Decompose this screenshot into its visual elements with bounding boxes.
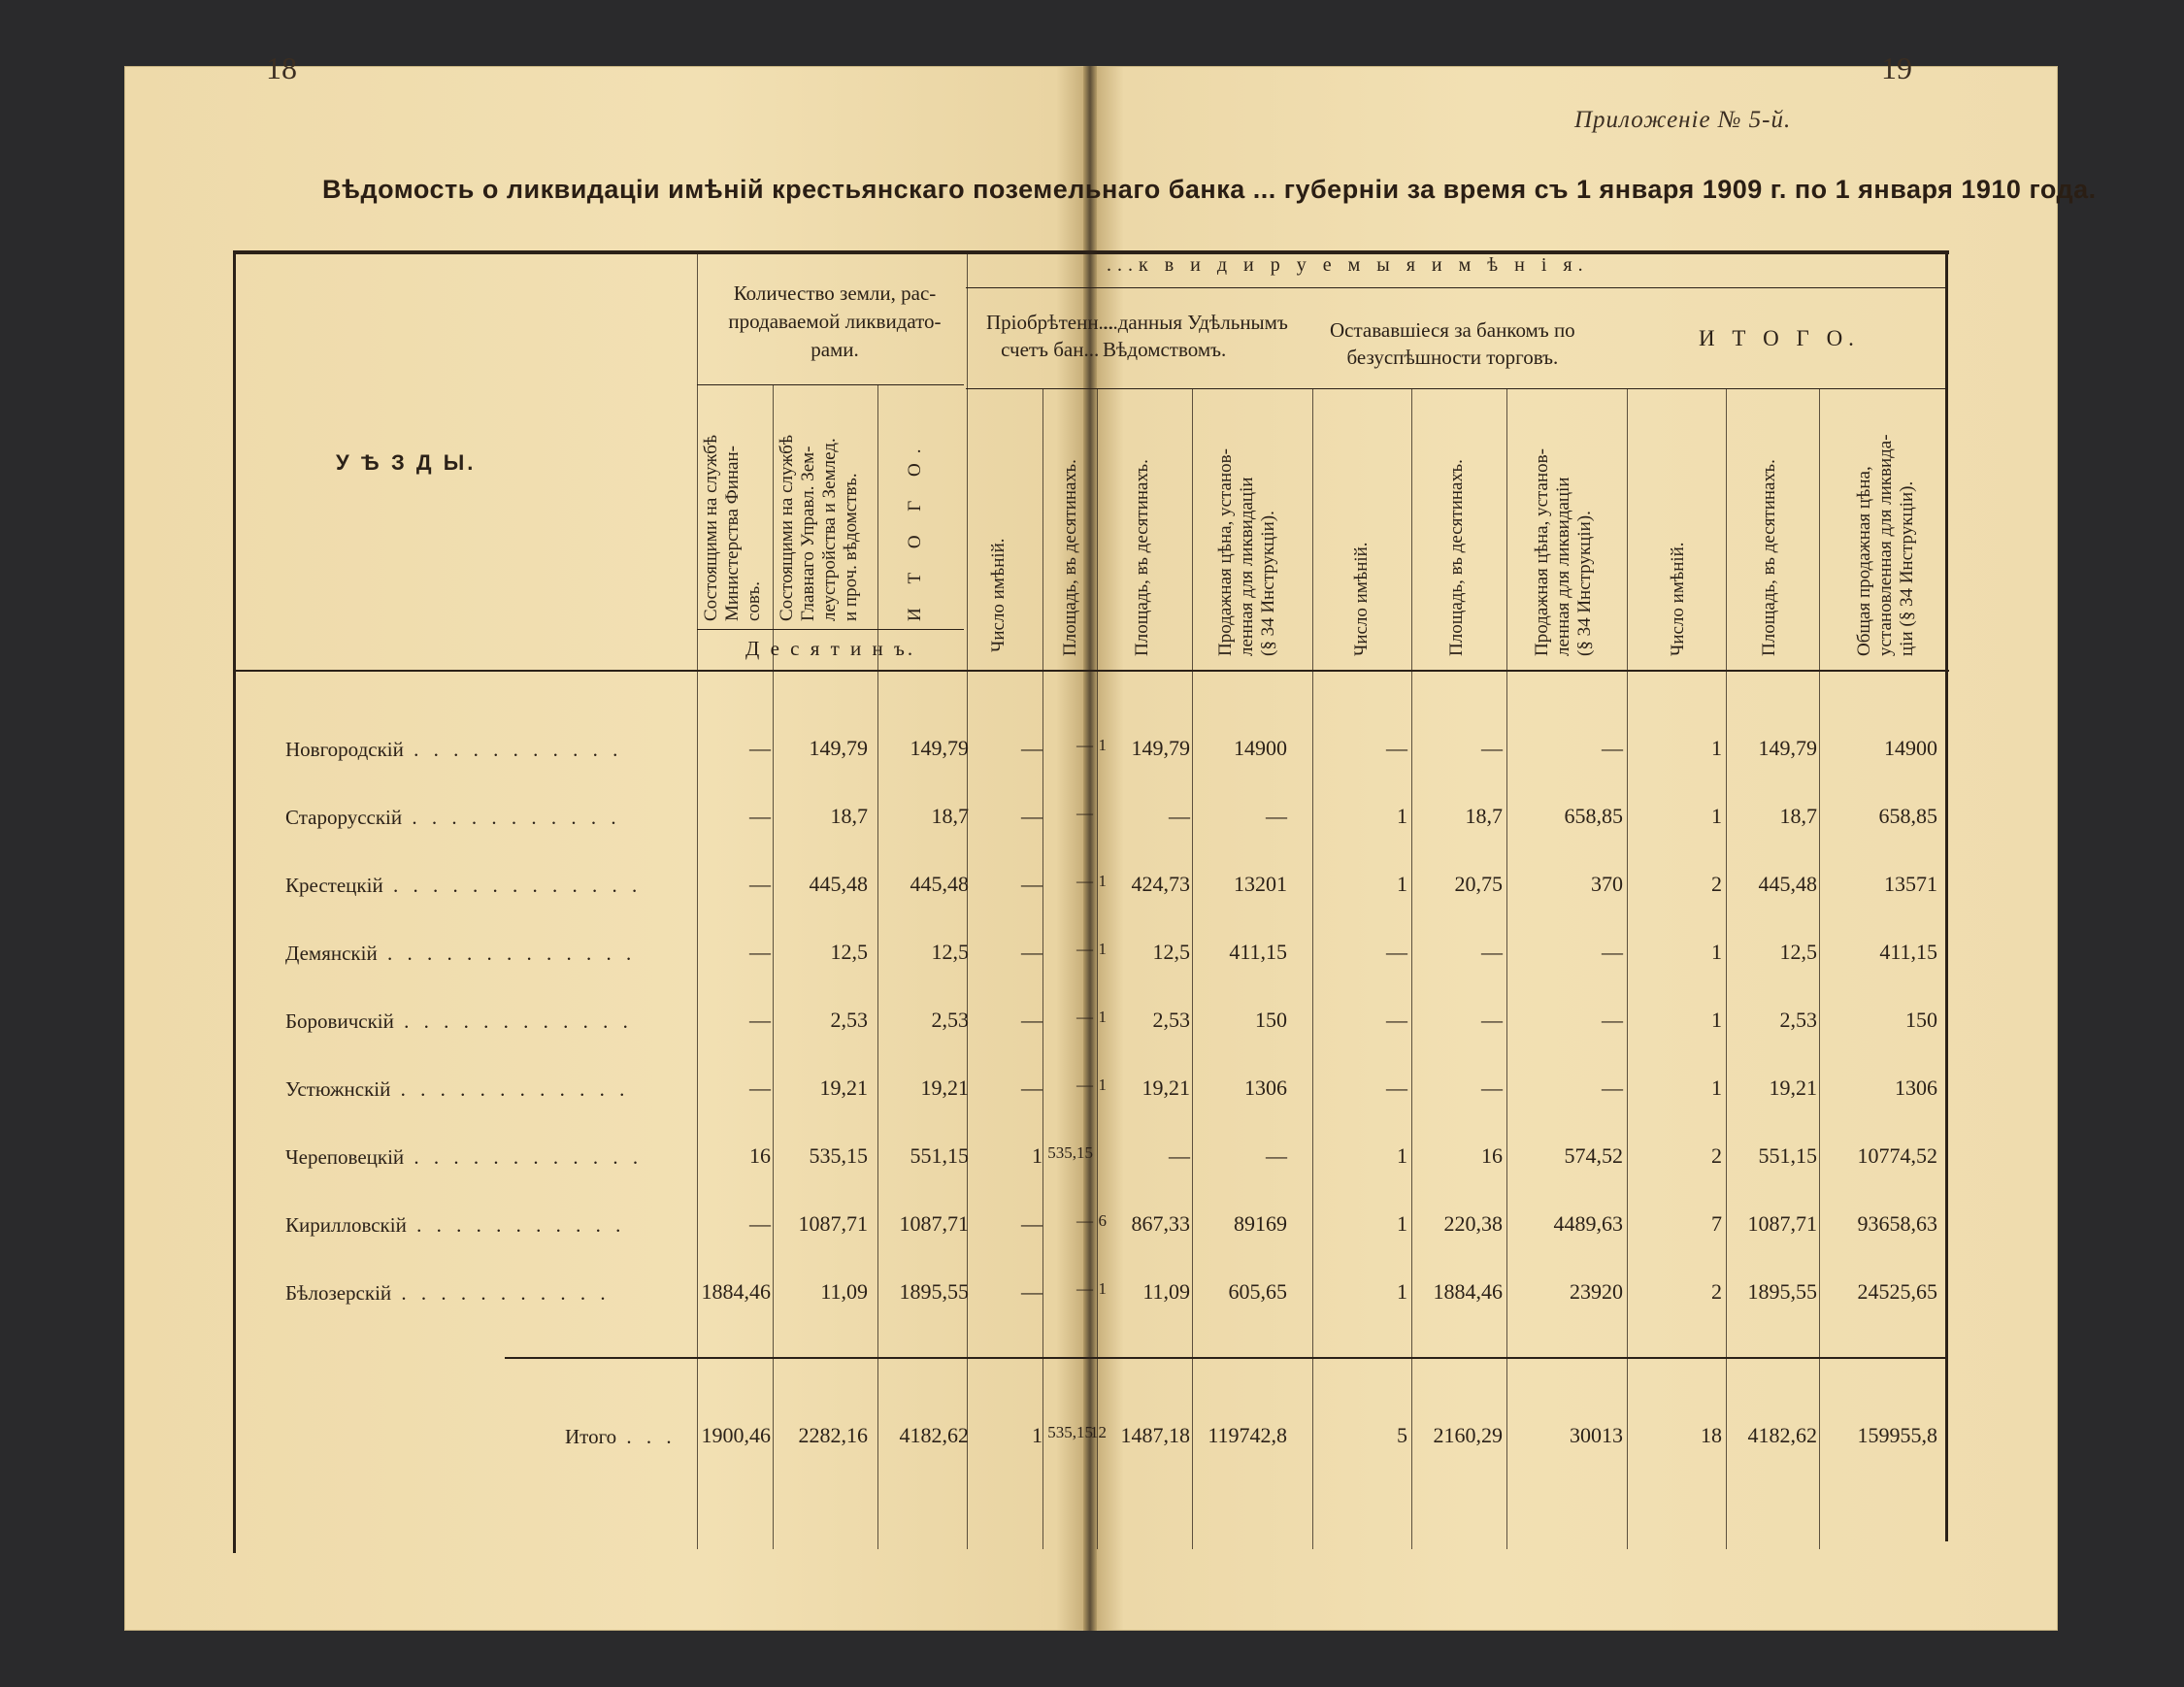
cell-c8: — bbox=[1266, 804, 1287, 828]
cell-c9: 1 bbox=[1397, 872, 1407, 896]
cell-c3: 12,5 bbox=[931, 940, 969, 964]
udel-group-line-1: ...данныя Удѣльнымъ bbox=[1103, 311, 1288, 334]
column-line bbox=[1097, 388, 1098, 1549]
land-col-2-line-1: Состоящими на службѣ bbox=[777, 434, 797, 621]
cell-c9: 5 bbox=[1397, 1423, 1407, 1447]
cell-c12: 1 bbox=[1711, 1075, 1722, 1100]
cell-c8: 14900 bbox=[1234, 736, 1287, 760]
cell-c6: 1 bbox=[1098, 872, 1107, 890]
itogo-area-header: Площадь, въ десятинахъ. bbox=[1759, 459, 1779, 656]
liquidated-group-header: ...к в и д и р у е м ы я и м ѣ н i я. bbox=[1107, 254, 1589, 276]
cell-c3: 445,48 bbox=[910, 872, 969, 896]
cell-c10: — bbox=[1481, 1008, 1503, 1032]
uezd-name bbox=[285, 738, 622, 762]
cell-c2: 535,15 bbox=[809, 1143, 868, 1168]
cell-c10: 2160,29 bbox=[1433, 1423, 1503, 1447]
cell-c10: 20,75 bbox=[1454, 872, 1503, 896]
column-line bbox=[1506, 388, 1507, 1549]
table-right-rule bbox=[1945, 250, 1948, 1541]
cell-c2: 1087,71 bbox=[798, 1211, 868, 1236]
cell-c2: 149,79 bbox=[809, 736, 868, 760]
cell-c8: 1306 bbox=[1244, 1075, 1287, 1100]
cell-c12: 1 bbox=[1711, 736, 1722, 760]
cell-c3: 551,15 bbox=[910, 1143, 969, 1168]
bought-group-header bbox=[986, 309, 1113, 363]
leader-dots: . . . . . . . . . . . . bbox=[390, 1077, 630, 1101]
cell-c7: 1487,18 bbox=[1120, 1423, 1190, 1447]
uezd-name bbox=[285, 874, 642, 898]
bank-price-line-2: ленная для ликвидацiи bbox=[1553, 477, 1573, 656]
cell-c5: — bbox=[1076, 1075, 1093, 1094]
book-spread bbox=[124, 66, 2058, 1631]
cell-c10: 16 bbox=[1481, 1143, 1503, 1168]
cell-c13: 2,53 bbox=[1779, 1008, 1817, 1032]
cell-c9: 1 bbox=[1397, 1211, 1407, 1236]
itogo-num-header: Число имѣнiй. bbox=[1668, 542, 1688, 656]
leader-dots: . . . . . . . . . . . bbox=[402, 806, 621, 829]
uezd-name bbox=[285, 1213, 625, 1238]
uezd-name-text: Итого bbox=[565, 1425, 617, 1448]
cell-c11: — bbox=[1602, 1075, 1623, 1100]
cell-c12: 2 bbox=[1711, 1279, 1722, 1304]
leader-dots: . . . . . . . . . . . bbox=[391, 1281, 611, 1305]
cell-c6: 1 bbox=[1098, 1008, 1107, 1026]
cell-c11: 370 bbox=[1591, 872, 1623, 896]
cell-c3: 1895,55 bbox=[899, 1279, 969, 1304]
cell-c1: — bbox=[749, 1211, 771, 1236]
cell-c9: 1 bbox=[1397, 1143, 1407, 1168]
cell-c5: — bbox=[1076, 1279, 1093, 1298]
column-line bbox=[1726, 388, 1727, 1549]
land-col-2-line-2: Главнаго Управл. Зем- bbox=[798, 446, 818, 621]
itogo-price-line-3: цiи (§ 34 Инструкцiи). bbox=[1897, 480, 1917, 656]
bought-group-line-2: счетъ бан... bbox=[1001, 338, 1100, 361]
bought-group-line-1: Прiобрѣтенн... bbox=[986, 311, 1114, 334]
cell-c5: — bbox=[1076, 804, 1093, 822]
cell-c3: 149,79 bbox=[910, 736, 969, 760]
column-line bbox=[1411, 388, 1412, 1549]
cell-c7: 424,73 bbox=[1131, 872, 1190, 896]
cell-c9: — bbox=[1386, 736, 1407, 760]
cell-c2: 2282,16 bbox=[798, 1423, 868, 1447]
cell-c2: 445,48 bbox=[809, 872, 868, 896]
cell-c3: 18,7 bbox=[931, 804, 969, 828]
cell-c5: — bbox=[1076, 940, 1093, 958]
book-gutter bbox=[1083, 66, 1097, 1631]
cell-c4: — bbox=[1021, 736, 1042, 760]
cell-c2: 12,5 bbox=[830, 940, 868, 964]
uezd-name-text: Кирилловскiй bbox=[285, 1213, 407, 1237]
bank-num-header: Число имѣнiй. bbox=[1351, 542, 1372, 656]
cell-c7: 2,53 bbox=[1152, 1008, 1190, 1032]
cell-c9: 1 bbox=[1397, 1279, 1407, 1304]
land-col-2-line-3: леустройства и Землед. bbox=[819, 438, 840, 621]
uezd-name-text: Боровичскiй bbox=[285, 1009, 394, 1033]
cell-c13: 445,48 bbox=[1758, 872, 1817, 896]
cell-c12: 1 bbox=[1711, 940, 1722, 964]
cell-c14: 159955,8 bbox=[1857, 1423, 1937, 1447]
page-number-right: 19 bbox=[1881, 50, 1912, 85]
land-col-1-line-2: Министерства Финан- bbox=[722, 446, 743, 621]
cell-c14: 150 bbox=[1905, 1008, 1937, 1032]
cell-c13: 1895,55 bbox=[1747, 1279, 1817, 1304]
cell-c4: — bbox=[1021, 1279, 1042, 1304]
cell-c4: — bbox=[1021, 1211, 1042, 1236]
page-number-left: 18 bbox=[266, 50, 297, 85]
uezd-name-text: Крестецкiй bbox=[285, 874, 383, 897]
cell-c11: 574,52 bbox=[1564, 1143, 1623, 1168]
uezd-name bbox=[285, 1077, 629, 1102]
cell-c8: 13201 bbox=[1234, 872, 1287, 896]
cell-c10: 220,38 bbox=[1443, 1211, 1503, 1236]
cell-c7: 149,79 bbox=[1131, 736, 1190, 760]
cell-c12: 18 bbox=[1701, 1423, 1722, 1447]
cell-c3: 1087,71 bbox=[899, 1211, 969, 1236]
cell-c7: — bbox=[1169, 804, 1190, 828]
cell-c13: 12,5 bbox=[1779, 940, 1817, 964]
udel-group-line-2: Вѣдомствомъ. bbox=[1103, 338, 1227, 361]
cell-c12: 7 bbox=[1711, 1211, 1722, 1236]
table-left-rule bbox=[233, 250, 236, 1553]
cell-c7: 19,21 bbox=[1142, 1075, 1190, 1100]
land-group-line-3: рами. bbox=[811, 338, 859, 361]
uezd-name bbox=[285, 806, 621, 830]
total-separator-rule bbox=[505, 1357, 1945, 1359]
document-title: Вѣдомость о ликвидацiи имѣнiй крестьянскаго поземельнаго банка ... губернiи за время съ 1 января 1909 г. по 1 января 1910 года. bbox=[322, 175, 2097, 204]
cell-c1: — bbox=[749, 1008, 771, 1032]
cell-c12: 2 bbox=[1711, 872, 1722, 896]
cell-c8: — bbox=[1266, 1143, 1287, 1168]
cell-c14: 1306 bbox=[1895, 1075, 1937, 1100]
land-col-2-line-4: и проч. вѣдомствъ. bbox=[841, 473, 861, 621]
cell-c14: 24525,65 bbox=[1857, 1279, 1937, 1304]
cell-c5: 535,15 bbox=[1047, 1423, 1093, 1441]
bought-area-header: Площадь, въ десятинахъ. bbox=[1060, 459, 1080, 656]
cell-c4: — bbox=[1021, 940, 1042, 964]
itogo-price-line-2: установленная для ликвида- bbox=[1875, 434, 1896, 656]
bank-price-line-3: (§ 34 Инструкцiи). bbox=[1574, 511, 1595, 656]
cell-c14: 93658,63 bbox=[1857, 1211, 1937, 1236]
land-col-1-line-3: совъ. bbox=[744, 580, 764, 621]
cell-c3: 4182,62 bbox=[899, 1423, 969, 1447]
leader-dots: . . . . . . . . . . . . . bbox=[382, 874, 643, 897]
cell-c10: — bbox=[1481, 736, 1503, 760]
column-line bbox=[1819, 388, 1820, 1549]
udel-price-header bbox=[1215, 448, 1279, 656]
itogo-group-header: И Т О Г О. bbox=[1699, 326, 1860, 350]
uezd-name bbox=[285, 1009, 633, 1034]
column-line bbox=[1627, 388, 1628, 1549]
cell-c6: 12 bbox=[1090, 1423, 1107, 1441]
cell-c7: 12,5 bbox=[1152, 940, 1190, 964]
cell-c11: 4489,63 bbox=[1553, 1211, 1623, 1236]
cell-c1: 1900,46 bbox=[701, 1423, 771, 1447]
udel-price-line-2: ленная для ликвидацiи bbox=[1237, 477, 1257, 656]
cell-c11: 30013 bbox=[1570, 1423, 1623, 1447]
cell-c14: 10774,52 bbox=[1857, 1143, 1937, 1168]
cell-c1: — bbox=[749, 872, 771, 896]
leader-dots: . . . bbox=[616, 1425, 677, 1448]
cell-c1: — bbox=[749, 1075, 771, 1100]
land-col-3-header: И Т О Г О. bbox=[905, 439, 925, 621]
uezd-name-text: Череповецкiй bbox=[285, 1145, 405, 1169]
cell-c13: 19,21 bbox=[1769, 1075, 1817, 1100]
cell-c5: — bbox=[1076, 872, 1093, 890]
uezd-name-text: Демянскiй bbox=[285, 942, 378, 965]
right-page bbox=[1095, 66, 2058, 1631]
cell-c1: — bbox=[749, 804, 771, 828]
leader-dots: . . . . . . . . . . . . bbox=[404, 1145, 644, 1169]
cell-c11: 23920 bbox=[1570, 1279, 1623, 1304]
column-line bbox=[1042, 388, 1043, 1549]
column-line bbox=[967, 254, 968, 1549]
cell-c5: — bbox=[1076, 1211, 1093, 1230]
cell-c10: — bbox=[1481, 940, 1503, 964]
table-top-rule bbox=[233, 250, 1949, 254]
cell-c10: 18,7 bbox=[1465, 804, 1503, 828]
land-group-line-2: продаваемой ликвидато- bbox=[728, 310, 942, 333]
header-bottom-rule bbox=[233, 670, 1949, 672]
cell-c13: 18,7 bbox=[1779, 804, 1817, 828]
bank-price-header bbox=[1532, 448, 1596, 656]
uezd-name bbox=[285, 942, 636, 966]
bank-price-line-1: Продажная цѣна, установ- bbox=[1532, 448, 1552, 656]
cell-c13: 1087,71 bbox=[1747, 1211, 1817, 1236]
cell-c4: 1 bbox=[1032, 1143, 1042, 1168]
cell-c4: — bbox=[1021, 872, 1042, 896]
uezd-name bbox=[285, 1281, 611, 1306]
cell-c7: — bbox=[1169, 1143, 1190, 1168]
cell-c3: 2,53 bbox=[931, 1008, 969, 1032]
land-col-1-header bbox=[701, 435, 765, 621]
cell-c8: 411,15 bbox=[1229, 940, 1287, 964]
uezd-name bbox=[285, 1145, 643, 1170]
cell-c7: 867,33 bbox=[1131, 1211, 1190, 1236]
uezd-name-text: Бѣлозерскiй bbox=[285, 1281, 392, 1305]
column-line bbox=[1192, 388, 1193, 1549]
cell-c13: 149,79 bbox=[1758, 736, 1817, 760]
liquidated-group-rule bbox=[966, 287, 1946, 288]
cell-c11: — bbox=[1602, 940, 1623, 964]
cell-c2: 2,53 bbox=[830, 1008, 868, 1032]
cell-c8: 119742,8 bbox=[1208, 1423, 1287, 1447]
cell-c5: — bbox=[1076, 1008, 1093, 1026]
cell-c9: — bbox=[1386, 1075, 1407, 1100]
cell-c11: 658,85 bbox=[1564, 804, 1623, 828]
desyatin-rule bbox=[697, 629, 964, 630]
appendix-label: Приложенiе № 5-й. bbox=[1574, 107, 1792, 133]
cell-c6: 1 bbox=[1098, 1279, 1107, 1298]
cell-c9: 1 bbox=[1397, 804, 1407, 828]
itogo-price-header bbox=[1854, 434, 1918, 656]
land-group-line-1: Количество земли, рас- bbox=[733, 281, 937, 305]
cell-c9: — bbox=[1386, 940, 1407, 964]
cell-c10: 1884,46 bbox=[1433, 1279, 1503, 1304]
cell-c1: 16 bbox=[749, 1143, 771, 1168]
cell-c11: — bbox=[1602, 1008, 1623, 1032]
udel-area-header: Площадь, въ десятинахъ. bbox=[1132, 459, 1152, 656]
cell-c9: — bbox=[1386, 1008, 1407, 1032]
cell-c12: 2 bbox=[1711, 1143, 1722, 1168]
leader-dots: . . . . . . . . . . . bbox=[406, 1213, 626, 1237]
cell-c14: 14900 bbox=[1884, 736, 1937, 760]
column-line bbox=[1312, 388, 1313, 1549]
bank-area-header: Площадь, въ десятинахъ. bbox=[1446, 459, 1467, 656]
leader-dots: . . . . . . . . . . . . . bbox=[377, 942, 637, 965]
cell-c6: 6 bbox=[1098, 1211, 1107, 1230]
cell-c7: 11,09 bbox=[1142, 1279, 1190, 1304]
cell-c3: 19,21 bbox=[920, 1075, 969, 1100]
left-bank-group-header bbox=[1330, 316, 1575, 371]
land-col-2-header bbox=[777, 435, 862, 621]
land-col-1-line-1: Состоящими на службѣ bbox=[701, 434, 721, 621]
cell-c14: 13571 bbox=[1884, 872, 1937, 896]
cell-c14: 658,85 bbox=[1878, 804, 1937, 828]
cell-c10: — bbox=[1481, 1075, 1503, 1100]
land-group-header bbox=[711, 280, 959, 364]
udel-price-line-1: Продажная цѣна, установ- bbox=[1215, 448, 1236, 656]
cell-c8: 605,65 bbox=[1228, 1279, 1287, 1304]
uezd-name-text: Устюжнскiй bbox=[285, 1077, 391, 1101]
left-bank-group-line-1: Остававшiеся за банкомъ по bbox=[1330, 318, 1575, 342]
leader-dots: . . . . . . . . . . . bbox=[403, 738, 623, 761]
cell-c8: 89169 bbox=[1234, 1211, 1287, 1236]
cell-c1: 1884,46 bbox=[701, 1279, 771, 1304]
cell-c5: — bbox=[1076, 736, 1093, 754]
cell-c1: — bbox=[749, 940, 771, 964]
left-bank-group-line-2: безуспѣшности торговъ. bbox=[1346, 346, 1559, 369]
cell-c12: 1 bbox=[1711, 804, 1722, 828]
cell-c6: 1 bbox=[1098, 736, 1107, 754]
cell-c8: 150 bbox=[1255, 1008, 1287, 1032]
cell-c2: 19,21 bbox=[819, 1075, 868, 1100]
uezd-name-text: Новгородскiй bbox=[285, 738, 404, 761]
subgroup-rule bbox=[966, 388, 1946, 389]
leader-dots: . . . . . . . . . . . . bbox=[393, 1009, 633, 1033]
cell-c4: — bbox=[1021, 804, 1042, 828]
cell-c13: 4182,62 bbox=[1747, 1423, 1817, 1447]
cell-c1: — bbox=[749, 736, 771, 760]
cell-c13: 551,15 bbox=[1758, 1143, 1817, 1168]
cell-c2: 18,7 bbox=[830, 804, 868, 828]
cell-c14: 411,15 bbox=[1879, 940, 1937, 964]
column-line bbox=[877, 384, 878, 1549]
cell-c6: 1 bbox=[1098, 1075, 1107, 1094]
cell-c5: 535,15 bbox=[1047, 1143, 1093, 1162]
land-group-rule bbox=[697, 384, 964, 385]
bought-num-header: Число имѣнiй. bbox=[988, 538, 1009, 652]
column-line bbox=[697, 254, 698, 1549]
cell-c2: 11,09 bbox=[820, 1279, 868, 1304]
uezdy-header: У Ѣ З Д Ы. bbox=[336, 450, 477, 475]
column-line bbox=[773, 384, 774, 1549]
udel-group-header bbox=[1103, 309, 1288, 363]
udel-price-line-3: (§ 34 Инструкцiи). bbox=[1258, 511, 1278, 656]
cell-c6: 1 bbox=[1098, 940, 1107, 958]
cell-c11: — bbox=[1602, 736, 1623, 760]
desyatin-label: Д е с я т и н ъ. bbox=[745, 637, 916, 660]
cell-c4: — bbox=[1021, 1008, 1042, 1032]
itogo-price-line-1: Общая продажная цѣна, bbox=[1854, 466, 1874, 656]
cell-c4: 1 bbox=[1032, 1423, 1042, 1447]
cell-c4: — bbox=[1021, 1075, 1042, 1100]
cell-c12: 1 bbox=[1711, 1008, 1722, 1032]
uezd-name-text: Старорусскiй bbox=[285, 806, 403, 829]
